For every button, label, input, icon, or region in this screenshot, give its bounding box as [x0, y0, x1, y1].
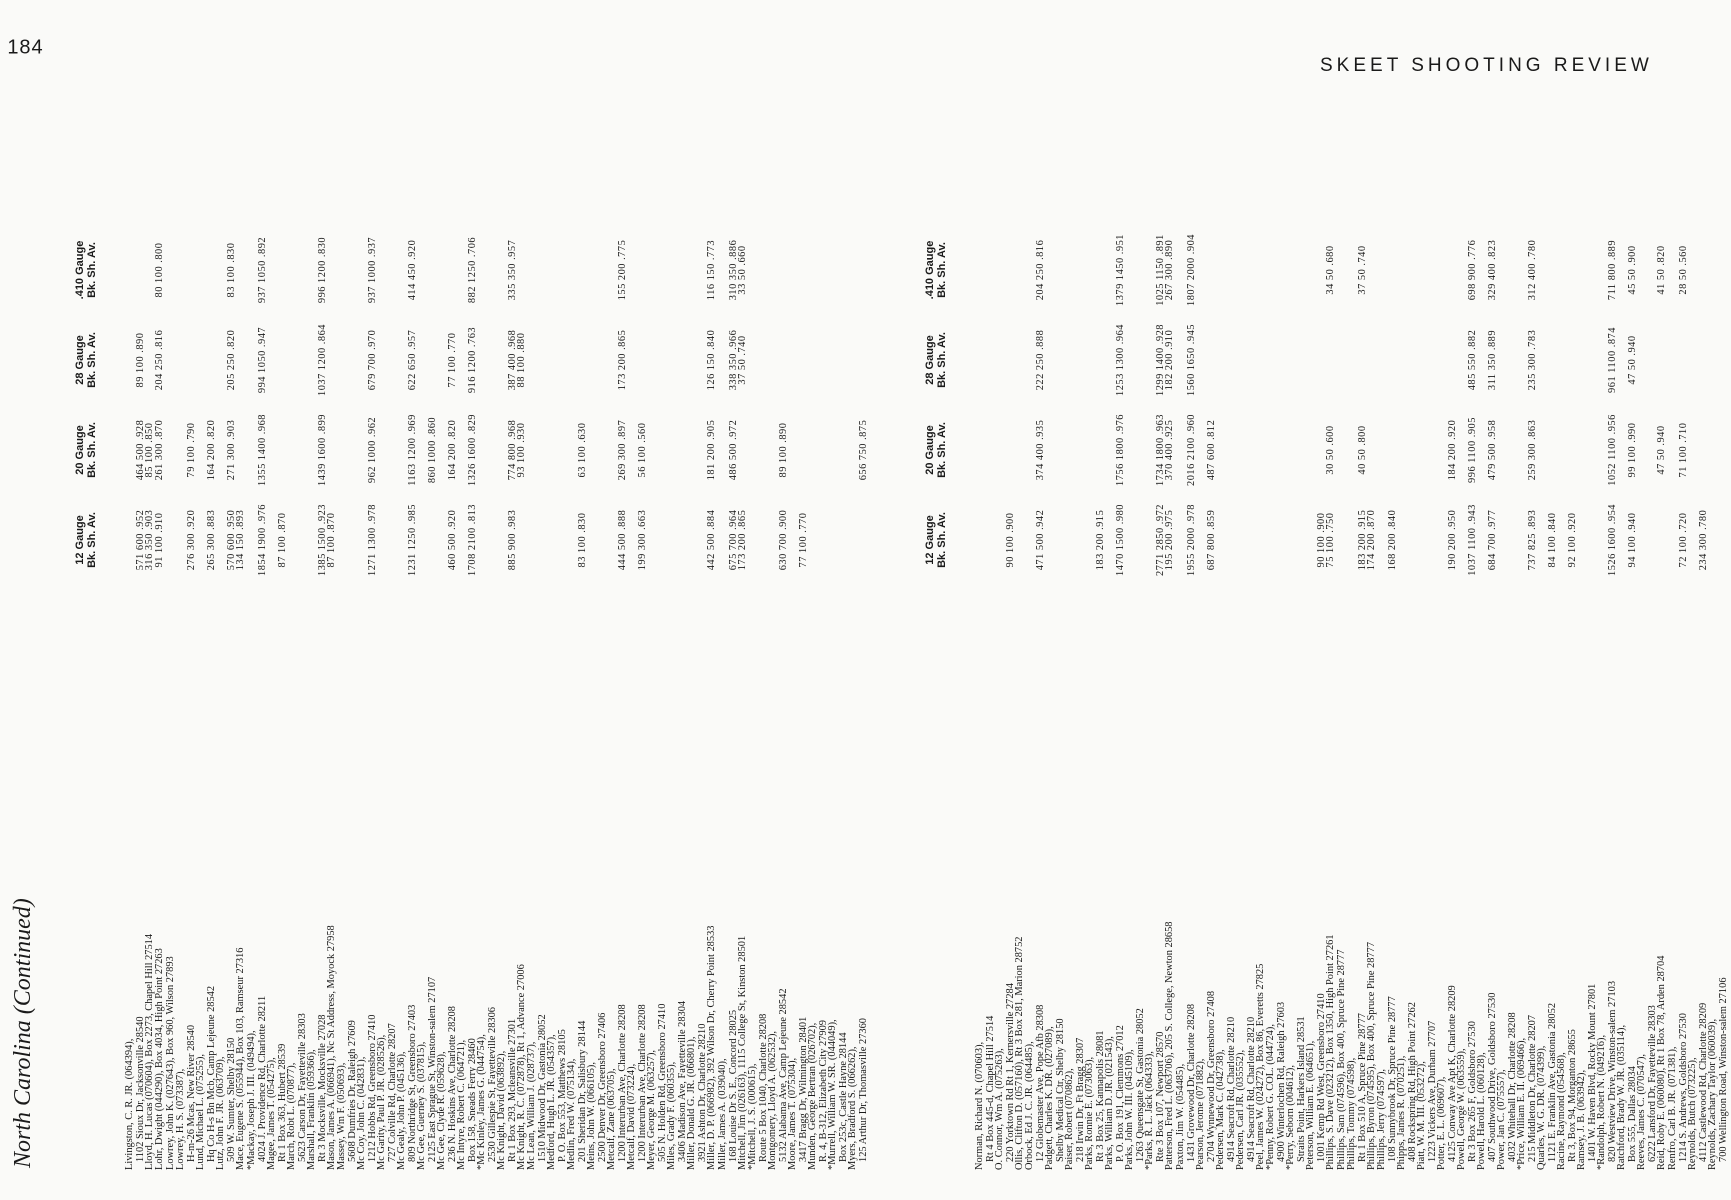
shooter-address: H-m-26 Mcas, New River 28540 [186, 1024, 198, 1162]
score-20-gauge: 30 50 .600 [1325, 425, 1337, 475]
shooter-address: 220 Yorktown Rd Rt 1, Kernersville 27284 [1005, 983, 1016, 1162]
shooter-address: 700 Wellington Road, Winston-salem 27106 [1717, 977, 1729, 1162]
shooter-address: 1263 Queensgate St, Gastonia 28052 [1135, 1008, 1147, 1162]
shooter-name: Mc Knight, R. C. (072878), Rt 1, Advance 27006 [516, 964, 527, 1170]
score-28-gauge: 338 350 .966 [727, 329, 739, 391]
shooter-name: Parks, William D. JR. (021543), [1104, 1036, 1116, 1170]
shooter-name: Pedersen, Mark C. (042738), [1214, 1049, 1226, 1170]
score-28-gauge: 173 200 .865 [617, 329, 629, 391]
shooter-address: Hq Co H-s Bn Mcb, Camp Lejeune 28542 [206, 985, 218, 1162]
score-20-gauge: 962 1000 .962 [367, 416, 378, 484]
score-28-gauge: 235 300 .783 [1527, 329, 1539, 391]
shooter-address: 1510 Midwood Dr, Gastonia 28052 [537, 1014, 549, 1162]
shooter-address: 3921 Ashton Dr, Charlotte 28210 [697, 1023, 709, 1162]
shooter-name: Paiser, Robert (070862), [1064, 1068, 1076, 1170]
score-20-gauge: 860 1000 .860 [427, 416, 438, 484]
shooter-address: 1212 Hobbs Rd, Greensboro 27410 [367, 1014, 378, 1162]
shooter-name: Ratchford, Brady W. JR. (035114), [1616, 1024, 1628, 1170]
shooter-address: 1223 Vickers Ave, Durham 27707 [1427, 1020, 1439, 1162]
score-28-gauge: 994 1050 .947 [256, 326, 268, 394]
score-28-gauge: 47 50 .940 [1627, 335, 1639, 385]
score-12-gauge: 77 100 .770 [798, 512, 810, 568]
score-20-gauge: 487 600 .812 [1205, 419, 1217, 481]
shooter-name: Meins, John W. (066105), [586, 1062, 598, 1170]
shooter-name: Paxton, Jim W. (054485), [1174, 1063, 1186, 1170]
score-12-gauge: 190 200 .950 [1447, 509, 1459, 571]
gauge-header-410: .410 Gauge Bk. Sh. Av. [924, 240, 948, 300]
score-410-gauge: 937 1050 .892 [256, 236, 268, 304]
shooter-name: Parks, John W. III. (045109), [1124, 1049, 1136, 1170]
score-12-gauge: 571 600 .952 [135, 509, 146, 571]
shooter-address: 215 Middleton Dr, Charlotte 28207 [1527, 1014, 1539, 1162]
shooter-name: Ollis, Clifton D. (057160), Rt 3 Box 281, Marion 28752 [1014, 936, 1025, 1170]
shooter-name: Reeves, James C. (070547), [1636, 1053, 1648, 1170]
shooter-address: 505 N. Holden Rd, Greensboro 27410 [657, 1003, 669, 1162]
score-20-gauge: 85 100 .850 [144, 422, 155, 478]
score-410-gauge: 83 100 .830 [226, 242, 238, 298]
score-20-gauge: 2016 2100 .960 [1185, 414, 1197, 486]
shooter-name: Myers, Bradford S. (066262), [847, 1046, 859, 1170]
gauge-header-20: 20 Gauge Bk. Sh. Av. [924, 422, 948, 478]
shooter-name: Marshall, Franklin (059366), [305, 1049, 317, 1170]
shooter-address: 5608 Dumfries Dr, Raleigh 27609 [347, 1020, 358, 1162]
score-20-gauge: 164 200 .820 [206, 419, 218, 481]
score-410-gauge: 37 50 .740 [1357, 245, 1368, 295]
score-20-gauge: 99 100 .990 [1627, 422, 1639, 478]
shooter-name: Miller, D. P. (066982), 392 Wilson Dr, Cherry Point 28533 [706, 925, 718, 1170]
score-410-gauge: 41 50 .820 [1656, 245, 1668, 295]
score-28-gauge: 622 650 .957 [407, 329, 418, 391]
shooter-address: 3406 Madison Ave, Fayetteville 28304 [677, 1000, 689, 1162]
shooter-address: 4032 Whitehall Dr, Charlotte 28208 [1507, 1012, 1519, 1162]
shooter-address: 201 Sheridan Dr, Salisbury 28144 [577, 1020, 589, 1162]
score-410-gauge: 414 450 .920 [407, 239, 418, 301]
score-12-gauge: 570 600 .950 [226, 509, 238, 571]
shooter-name: Mc Knight, David (063892), [496, 1050, 507, 1170]
shooter-address: 2530 Gillespie St, Fayetteville 28306 [487, 1007, 498, 1162]
score-12-gauge: 183 200 .915 [1357, 509, 1368, 571]
shooter-name: Metcalf, David (073224), [626, 1063, 638, 1170]
score-20-gauge: 479 500 .958 [1487, 419, 1499, 481]
shooter-name: Renfro, Carl B. JR. (071381), [1666, 1046, 1678, 1170]
score-410-gauge: 698 900 .776 [1467, 239, 1479, 301]
score-28-gauge: 387 400 .968 [507, 329, 518, 391]
shooter-name: *Randolph, Robert N. (049216), [1596, 1034, 1608, 1170]
score-28-gauge: 204 250 .816 [154, 329, 166, 391]
shooter-address: Box 555, Dallas 28034 [1627, 1066, 1639, 1162]
shooter-name: Pedersen, Carl JR. (035552), [1234, 1049, 1246, 1170]
score-12-gauge: 234 300 .780 [1697, 509, 1709, 571]
score-12-gauge: 684 700 .977 [1487, 509, 1499, 571]
score-20-gauge: 464 500 .928 [135, 419, 146, 481]
score-20-gauge: 271 300 .903 [226, 419, 238, 481]
score-410-gauge: 28 50 .560 [1677, 245, 1689, 295]
gauge-header-12: 12 Gauge Bk. Sh. Av. [924, 512, 948, 568]
score-12-gauge: 316 350 .903 [144, 509, 155, 571]
shooter-address: 509 W. Sumter, Shelby 28150 [226, 1037, 238, 1162]
score-410-gauge: 34 50 .680 [1325, 245, 1337, 295]
shooter-name: *Mackay, Joseph J. III. (049494), [245, 1030, 257, 1170]
score-410-gauge: 204 250 .816 [1035, 239, 1047, 301]
score-28-gauge: 311 350 .889 [1487, 329, 1499, 391]
shooter-address: 727 Colville Rd, Charlotte 28207 [387, 1023, 398, 1162]
shooter-address: Shelby Medical Ctr, Shelby 28150 [1055, 1018, 1067, 1162]
score-28-gauge: 1560 1650 .945 [1185, 324, 1197, 396]
gauge-header-row [924, 45, 968, 1170]
score-12-gauge: 737 825 .893 [1527, 509, 1539, 571]
score-20-gauge: 181 200 .905 [706, 419, 718, 481]
shooter-name: Mc Intyre, Robert C. (064721), [456, 1039, 467, 1170]
score-20-gauge: 1734 1800 .963 [1155, 414, 1167, 486]
shooter-name: *Perry, Seborn (004612), [1285, 1065, 1297, 1170]
score-20-gauge: 996 1100 .905 [1467, 417, 1479, 483]
score-28-gauge: 222 250 .888 [1035, 329, 1047, 391]
score-20-gauge: 47 50 .940 [1656, 425, 1668, 475]
shooter-name: Padgett, Charles K. DR. (027089), [1044, 1026, 1056, 1170]
score-410-gauge: 996 1200 .830 [316, 236, 328, 304]
publication-title: SKEET SHOOTING REVIEW [1320, 55, 1653, 76]
score-12-gauge: 265 300 .883 [206, 509, 218, 571]
shooter-address: Box 253c, Castle Hayne 28144 [838, 1032, 850, 1162]
shooter-name: Phillips, Jerry (074597), [1376, 1068, 1388, 1170]
score-28-gauge: 1299 1400 .928 [1155, 324, 1167, 396]
score-12-gauge: 630 700 .900 [778, 509, 790, 571]
score-410-gauge: 312 400 .780 [1527, 239, 1539, 301]
score-20-gauge: 1326 1600 .829 [467, 414, 478, 486]
score-12-gauge: 2771 2850 .972 [1155, 504, 1167, 576]
score-410-gauge: 116 150 .773 [706, 239, 718, 301]
score-28-gauge: 37 50 .740 [736, 335, 748, 385]
shooter-address: 6222 Lansford Dr, Fayetteville 28303 [1647, 1005, 1659, 1162]
score-20-gauge: 1355 1400 .968 [256, 414, 268, 486]
shooter-name: Phillips, Byron (074595), Box 400, Spruce Pine 28777 [1366, 941, 1377, 1170]
score-12-gauge: 1385 1500 .923 [316, 504, 328, 576]
score-410-gauge: 267 300 .890 [1164, 239, 1176, 301]
score-12-gauge: 87 100 .870 [276, 512, 288, 568]
shooter-address: P. O. Box 553, Matthews 28105 [557, 1029, 569, 1162]
shooter-name: Mc Gee, Clyde R. (059628), [436, 1051, 447, 1170]
shooter-name: Peterson, William E. (064651), [1305, 1040, 1317, 1170]
score-28-gauge: 916 1200 .763 [467, 326, 478, 394]
shooter-name: Ramsey, J. B. (063942), [1576, 1069, 1588, 1170]
score-12-gauge: 92 100 .920 [1567, 512, 1579, 568]
shooter-address: 2704 Wynnewood Dr, Greensboro 27408 [1205, 990, 1217, 1162]
shooter-address: 12 Globemaster Ave, Pope Afb 28308 [1035, 1004, 1047, 1162]
shooter-name: Livingston, C. R. JR. (064394), [124, 1038, 135, 1170]
score-20-gauge: 1439 1600 .899 [316, 414, 328, 486]
score-410-gauge: 310 350 .886 [727, 239, 739, 301]
score-20-gauge: 164 200 .820 [447, 419, 458, 481]
score-20-gauge: 56 100 .560 [637, 422, 649, 478]
shooter-address: Rte 3 Box 107, Newport 28570 [1155, 1031, 1167, 1162]
score-12-gauge: 183 200 .915 [1095, 509, 1107, 571]
score-12-gauge: 91 100 .910 [154, 512, 166, 568]
shooter-address: Rt 1 Box 293, Mcleansville 27301 [507, 1018, 518, 1162]
score-20-gauge: 1163 1200 .969 [407, 414, 418, 486]
score-20-gauge: 89 100 .890 [778, 422, 790, 478]
shooter-name: Phillips, S. Dave (023212), Box 1350, High Point 27261 [1325, 934, 1337, 1170]
score-410-gauge: 335 350 .957 [507, 239, 518, 301]
shooter-name: *Murrell, William W. SR. (044049), [827, 1019, 839, 1170]
score-20-gauge: 1052 1100 .956 [1607, 414, 1619, 486]
shooter-address: 1200 Interurban Ave, Charlotte 28208 [617, 1004, 629, 1162]
score-20-gauge: 374 400 .935 [1035, 419, 1047, 481]
shooter-name: Racine, Raymond (054568), [1556, 1052, 1568, 1170]
score-410-gauge: 711 800 .889 [1607, 239, 1619, 301]
shooter-name: Meyer, George M. (063257), [646, 1049, 658, 1170]
shooter-address: 1214 S. Andrews, Goldsboro 27530 [1677, 1013, 1689, 1162]
shooter-name: Metcalf, Zane (063705), [606, 1068, 618, 1170]
score-410-gauge: 155 200 .775 [617, 239, 629, 301]
shooter-address: Straits Point, Harkers Island 28531 [1296, 1016, 1308, 1162]
score-12-gauge: 442 500 .884 [706, 509, 718, 571]
score-410-gauge: 1025 1150 .891 [1155, 234, 1167, 306]
shooter-address: 4914 Seacroft Rd, Charlotte 28210 [1245, 1016, 1257, 1162]
score-28-gauge: 679 700 .970 [367, 329, 378, 391]
shooter-name: Lohr, Dwight (044290), Box 4034, High Point 27263 [154, 948, 166, 1170]
shooter-name: O. Connor, Wm A. (075263), [994, 1048, 1005, 1170]
shooter-address: 407 Southwood Drive, Goldsboro 27530 [1487, 992, 1499, 1162]
score-410-gauge: 45 50 .900 [1627, 245, 1639, 295]
score-410-gauge: 1807 2000 .904 [1185, 234, 1197, 306]
score-12-gauge: 1955 2000 .978 [1185, 504, 1197, 576]
score-410-gauge: 937 1000 .937 [367, 236, 378, 304]
shooter-name: Powell, George W. (063559), [1456, 1048, 1468, 1170]
page-number: 184 [7, 36, 44, 59]
score-28-gauge: 1037 1200 .864 [316, 324, 328, 396]
shooter-address: 1001 Kemp Rd West, Greensboro 27410 [1316, 993, 1328, 1162]
score-12-gauge: 1470 1500 .980 [1115, 504, 1127, 576]
shooter-address: 809 Northridge St, Greensboro 27403 [407, 1004, 418, 1162]
shooter-address: 4024 J. Providence Rd, Charlotte 28211 [256, 995, 268, 1162]
shooter-address: Rt 4 Box 445-d, Chapel Hill 27514 [985, 1015, 996, 1162]
score-28-gauge: 77 100 .770 [447, 332, 458, 388]
shooter-name: Miles, Grady F. (060355), [666, 1061, 678, 1170]
score-20-gauge: 486 500 .972 [727, 419, 739, 481]
score-12-gauge: 1271 1300 .978 [367, 504, 378, 576]
score-12-gauge: 72 100 .720 [1677, 512, 1689, 568]
shooter-address: 2125 East Sprague St, Winston-salem 27107 [427, 976, 438, 1162]
shooter-name: Mc Gealy, John P. (045136), [396, 1051, 407, 1170]
score-20-gauge: 79 100 .790 [186, 422, 198, 478]
score-12-gauge: 83 100 .830 [577, 512, 589, 568]
shooter-name: Parks, Ronnie E. (073063), [1084, 1056, 1096, 1170]
shooter-name: Reynolds, Zachary Taylor (060039), [1706, 1018, 1718, 1170]
score-12-gauge: 199 300 .663 [637, 509, 649, 571]
shooter-name: Mc Lean, William J. (028737), [526, 1041, 538, 1170]
score-20-gauge: 656 750 .875 [858, 419, 870, 481]
score-28-gauge: 205 250 .820 [226, 329, 238, 391]
score-12-gauge: 90 100 .900 [1316, 512, 1328, 568]
score-12-gauge: 134 150 .893 [235, 509, 247, 571]
score-20-gauge: 1756 1800 .976 [1115, 414, 1127, 486]
shooter-name: Lund, Michael L. (075255), [195, 1053, 207, 1170]
shooter-name: Mitchell, Jim (026163), 1115 College St, Kinston 28501 [736, 935, 748, 1170]
score-410-gauge: 33 50 .660 [736, 245, 748, 295]
shooter-name: Peel, James W. (024272), Box 86, Everetts 27825 [1254, 963, 1266, 1170]
score-20-gauge: 63 100 .630 [577, 422, 589, 478]
shooter-name: Phillips, Sam (074596), Box 400, Spruce Pine 28777 [1335, 949, 1347, 1170]
shooter-name: Piatt, W. M. III. (053272), [1416, 1061, 1428, 1170]
shooter-name: Phipps, James R. (070251), [1396, 1055, 1408, 1170]
shooter-name: Pearson, Jerome (071882), [1194, 1058, 1206, 1170]
shooter-address: 4914 Seacroft Rd, Charlotte 28210 [1225, 1016, 1237, 1162]
shooter-name: *Penny, Robert G. COL. (044724), [1265, 1024, 1277, 1170]
shooter-address: Rt 3 Box 25, Kannapolis 28081 [1095, 1030, 1107, 1162]
shooter-address: 5623 Carson Dr, Fayetteville 28303 [296, 1013, 308, 1162]
shooter-address: 108 Sunnybrook Dr, Spruce Pine 28777 [1387, 996, 1399, 1162]
shooter-name: Potter, E. L. (069607), [1436, 1076, 1448, 1170]
shooter-address: Rt 3, Box 94, Morganton 28655 [1567, 1029, 1579, 1162]
shooter-address: R. 4, B-312, Elizabeth City 27909 [818, 1020, 830, 1162]
score-12-gauge: 687 800 .859 [1205, 509, 1217, 571]
score-28-gauge: 182 200 .910 [1164, 329, 1176, 391]
score-410-gauge: 1379 1450 .951 [1115, 234, 1127, 306]
shooter-address: P. O. Box 191, Clemmons 27012 [1115, 1025, 1127, 1162]
score-12-gauge: 1526 1600 .954 [1607, 504, 1619, 576]
shooter-name: Medlin, Fred W. (075134), [566, 1058, 578, 1170]
shooter-name: Miller, Donald G. JR. (066801), [686, 1036, 698, 1170]
shooter-name: Medford, Hugh L. JR. (054357), [546, 1034, 558, 1170]
score-28-gauge: 126 150 .840 [706, 329, 718, 391]
score-12-gauge: 75 100 .750 [1325, 512, 1337, 568]
shooter-address: 1102 Sioux Dr, Jacksonville 28540 [135, 1016, 146, 1162]
score-12-gauge: 885 900 .983 [507, 509, 518, 571]
score-20-gauge: 259 300 .863 [1527, 419, 1539, 481]
score-28-gauge: 89 100 .890 [135, 332, 146, 388]
shooter-name: Miller, James A. (039040), [716, 1058, 728, 1170]
shooter-address: Rt 1 Box 363, Hubert 28539 [276, 1043, 288, 1162]
score-20-gauge: 261 300 .870 [154, 419, 166, 481]
gauge-header-20: 20 Gauge Bk. Sh. Av. [74, 422, 98, 478]
shooter-name: Massey, Wm F. (050693), [336, 1062, 347, 1170]
shooter-name: Lowrey, H. S. (073387), [175, 1068, 187, 1170]
shooter-name: Powell, Harold L. (060128), [1476, 1052, 1488, 1170]
shooter-name: Patterson, Fred L. (063706), 205 S. College, Newton 28658 [1164, 921, 1176, 1170]
score-410-gauge: 329 400 .823 [1487, 239, 1499, 301]
score-20-gauge: 93 100 .930 [516, 422, 527, 478]
shooter-address: 236 N. Hoskins Ave, Charlotte 28208 [447, 1006, 458, 1162]
score-12-gauge: 84 100 .840 [1547, 512, 1559, 568]
shooter-name: Mason, James A. (066941), Nc St Address, Moyock 27958 [325, 925, 337, 1170]
shooter-address: Route 5 Box 1040, Charlotte 28208 [758, 1013, 770, 1162]
shooter-name: Mc Coy, John C. (042831), [356, 1056, 367, 1170]
shooter-address: 3417 Bragg Dr, Wilmington 28401 [798, 1016, 810, 1162]
score-12-gauge: 444 500 .888 [617, 509, 629, 571]
shooter-name: March, Robt L. (070877), [285, 1062, 297, 1170]
shooter-name: Reid, Roby E. (060080), Rt 1 Box 78, Arden 28704 [1656, 955, 1668, 1170]
shooter-address: Rt 3 Box 265 F, Goldsboro 27530 [1467, 1021, 1479, 1162]
score-20-gauge: 184 200 .920 [1447, 419, 1459, 481]
score-12-gauge: 471 500 .942 [1035, 509, 1047, 571]
shooter-address: 5132 Alabama Ave, Camp Lejeune 28542 [778, 988, 790, 1162]
score-20-gauge: 40 50 .800 [1357, 425, 1368, 475]
score-410-gauge: 882 1250 .706 [467, 236, 478, 304]
shooter-address: 125 Arthur Dr, Thomasville 27360 [858, 1018, 870, 1162]
shooter-name: Lloyd, H. Lucas (070604), Box 2273, Chapel Hill 27514 [144, 933, 155, 1170]
score-20-gauge: 269 300 .897 [617, 419, 629, 481]
score-28-gauge: 88 100 .880 [516, 332, 527, 388]
gauge-header-row [74, 45, 118, 1170]
shooter-address: 4900 Winterlochen Rd, Raleigh 27603 [1276, 1001, 1288, 1162]
score-12-gauge: 460 500 .920 [447, 509, 458, 571]
shooter-address: 1121 E. Franklin Ave, Gastonia 28052 [1547, 1002, 1559, 1162]
shooter-address: 1431 Grovewood Dr, Charlotte 28208 [1185, 1003, 1197, 1162]
score-12-gauge: 90 100 .900 [1005, 512, 1016, 568]
score-20-gauge: 370 400 .925 [1164, 419, 1176, 481]
gauge-header-410: .410 Gauge Bk. Sh. Av. [74, 240, 98, 300]
score-20-gauge: 774 800 .968 [507, 419, 518, 481]
score-28-gauge: 485 550 .882 [1467, 329, 1479, 391]
shooter-name: Mace, Eugene S. (055944), Box 103, Ramseur 27316 [235, 947, 247, 1170]
score-12-gauge: 1037 1100 .943 [1467, 504, 1479, 576]
score-20-gauge: 71 100 .710 [1677, 422, 1689, 478]
shooter-name: Lowrey, John K. (027643), Box 960, Wilson 27893 [164, 956, 176, 1170]
score-12-gauge: 94 100 .940 [1627, 512, 1639, 568]
shooter-name: Mc Garity, Paul P. JR. (028526), [376, 1034, 387, 1170]
score-12-gauge: 1231 1250 .985 [407, 504, 418, 576]
shooter-name: Phillips, Tommy (074598), [1346, 1057, 1357, 1170]
gauge-header-28: 28 Gauge Bk. Sh. Av. [924, 332, 948, 388]
shooter-address: Rt 3 Mocksville, Mocksville 27028 [316, 1014, 328, 1162]
shooter-address: 820 Westview Drive, Winston-salem 27103 [1607, 980, 1619, 1162]
shooter-name: Magee, James T. (054275), [265, 1057, 277, 1170]
shooter-name: Norman, Richard N. (070603), [974, 1041, 985, 1170]
shooter-address: 4125 Conway Ave Apt K, Charlotte 28209 [1447, 985, 1459, 1162]
shooter-address: 1200 Interurban Ave, Charlotte 28208 [637, 1004, 649, 1162]
shooter-address: Rt 1 Box 510 A, Spruce Pine 28777 [1357, 1013, 1368, 1162]
shooter-address: 4112 Castlewood Rd, Charlotte 28209 [1697, 1002, 1709, 1162]
shooter-name: *Mc Kinley, James G. (044754), [476, 1034, 487, 1170]
score-12-gauge: 87 100 .870 [325, 512, 337, 568]
shooter-name: Reynolds, Butch (073225), [1686, 1057, 1698, 1170]
gauge-header-12: 12 Gauge Bk. Sh. Av. [74, 512, 98, 568]
score-12-gauge: 168 200 .840 [1387, 509, 1399, 571]
shooter-address: 1401 W. Haven Blvd, Rocky Mount 27801 [1587, 983, 1599, 1162]
shooter-address: Box 158, Sneads Ferry 28460 [467, 1038, 478, 1162]
page-title: North Carolina (Continued) [10, 898, 36, 1168]
shooter-address: 408 Rockspring Rd, High Point 27262 [1407, 1002, 1419, 1162]
shooter-name: Lutz, John F. JR. (063709), [215, 1056, 227, 1170]
score-12-gauge: 276 300 .920 [186, 509, 198, 571]
score-12-gauge: 174 200 .870 [1366, 509, 1377, 571]
shooter-address: 2500 Denver Dr, Greensboro 27406 [597, 1012, 609, 1162]
score-28-gauge: 961 1100 .874 [1607, 327, 1619, 393]
score-12-gauge: 1854 1900 .976 [256, 504, 268, 576]
shooter-name: Munden, George Bertran (026702), [807, 1022, 819, 1170]
shooter-name: *Price, William E. II. (069466), [1516, 1037, 1528, 1170]
shooter-address: 218 Irwin Dr, Ft Bragg 28307 [1075, 1037, 1087, 1162]
shooter-name: *Mitchell, J. S. (000615), [747, 1063, 759, 1170]
score-28-gauge: 1253 1300 .964 [1115, 324, 1127, 396]
gauge-header-28: 28 Gauge Bk. Sh. Av. [74, 332, 98, 388]
shooter-name: Power, Jan C. (075557), [1496, 1069, 1508, 1170]
score-12-gauge: 1708 2100 .813 [467, 504, 478, 576]
score-12-gauge: 173 200 .865 [736, 509, 748, 571]
score-410-gauge: 80 100 .800 [154, 242, 166, 298]
score-12-gauge: 195 200 .975 [1164, 509, 1176, 571]
shooter-name: Mc Gee, Guerney S. (037815), [416, 1041, 427, 1170]
shooter-name: *Parks, R. L. Jack (064333), [1144, 1051, 1156, 1170]
shooter-name: Moore, James T. (075304), [787, 1057, 799, 1170]
score-12-gauge: 675 700 .964 [727, 509, 739, 571]
shooter-address: 168 Louise Dr S. E., Concord 28025 [727, 1009, 739, 1162]
shooter-name: Orbock, Ed J. C. JR. (064485), [1024, 1041, 1036, 1170]
shooter-name: Quarles, W. G. DR. (074399), [1536, 1045, 1548, 1170]
shooter-name: Montgomery, Lloyd A. (062532), [767, 1030, 779, 1170]
